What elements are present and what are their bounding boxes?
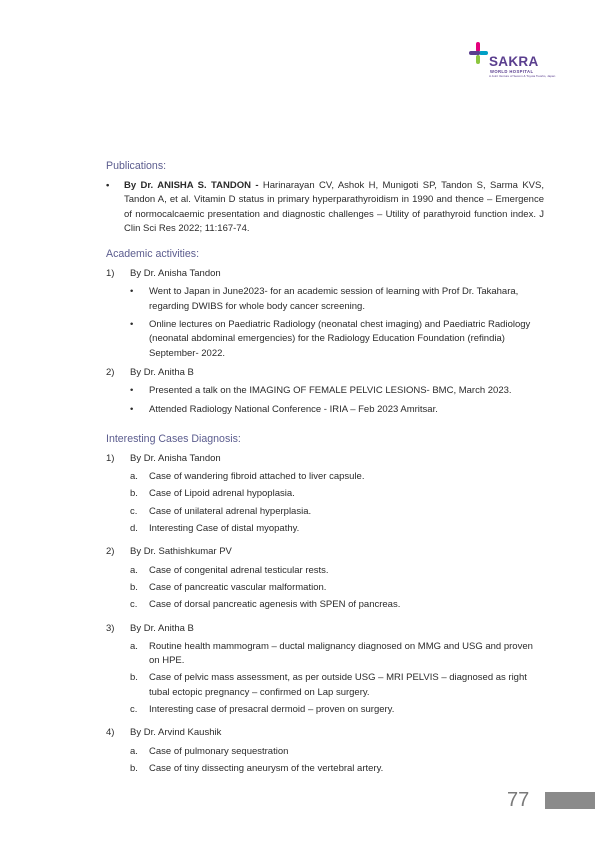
item-number: 2) [106, 366, 115, 378]
item-body [130, 267, 544, 365]
sub-item-letter: a. [130, 564, 138, 576]
cases-list [106, 452, 544, 779]
numbered-item [106, 545, 544, 615]
sub-item-text: Case of unilateral adrenal hyperplasia. [149, 505, 312, 517]
publication-citation: Harinarayan CV, Ashok H, Munigoti SP, Tandon S, Sarma KVS, Tandon A, et al. Vitamin D status in primary hyperparathyroidism in 1990 and thence – Emergence of normocalcaemic presentation and diagnostic challenges – Utility of parathyroid function index. J Clin Sci Res 2022; 11:167-74. [124, 180, 544, 234]
sub-item [130, 598, 544, 612]
sub-item-letter: b. [130, 581, 138, 593]
page-content [106, 160, 544, 785]
sub-item-text: Case of pancreatic vascular malformation. [149, 581, 327, 593]
item-number: 4) [106, 727, 115, 739]
item-title: By Dr. Anitha B [130, 366, 194, 378]
item-body [130, 452, 544, 539]
page-number-bar [545, 792, 595, 809]
sub-item-letter: b. [130, 672, 138, 684]
cases-heading: Interesting Cases Diagnosis: [106, 432, 241, 445]
sub-item-letter: c. [130, 704, 138, 716]
cross-logo-icon [468, 40, 490, 72]
sub-item-text: Case of Lipoid adrenal hypoplasia. [149, 488, 295, 500]
item-number: 2) [106, 546, 115, 558]
bullet-icon: • [106, 180, 110, 191]
publications-section [106, 160, 544, 236]
item-body [130, 366, 544, 421]
bullet-icon: • [130, 403, 134, 415]
numbered-item [106, 726, 544, 779]
item-title: By Dr. Arvind Kaushik [130, 727, 222, 739]
item-body [130, 622, 544, 721]
numbered-item [106, 622, 544, 721]
sub-item-text: Online lectures on Paediatric Radiology (neonatal chest imaging) and Paediatric Radiology (neonatal abdominal emergencies) for the Radiology Education Foundation (refindia) September- 2022. [149, 319, 531, 359]
sub-item-text: Attended Radiology National Conference - IRIA – Feb 2023 Amritsar. [149, 403, 438, 415]
sub-item-text: Case of pulmonary sequestration [149, 745, 289, 757]
publications-heading: Publications: [106, 160, 167, 172]
sub-item-letter: a. [130, 745, 138, 757]
brand-subtitle: WORLD HOSPITAL [490, 69, 534, 74]
brand-name: SAKRA [489, 54, 539, 69]
item-number: 1) [106, 268, 115, 280]
academic-section [106, 248, 544, 421]
item-body [130, 726, 544, 779]
sub-item [130, 470, 544, 484]
item-title: By Dr. Anisha Tandon [130, 452, 221, 464]
sub-item-text: Case of tiny dissecting aneurysm of the vertebral artery. [149, 762, 384, 774]
item-number: 3) [106, 622, 115, 634]
sub-item [130, 762, 544, 776]
publication-text [124, 179, 544, 236]
sub-item [130, 285, 544, 314]
sub-item [130, 505, 544, 519]
sub-item-letter: a. [130, 471, 138, 483]
sub-item [130, 487, 544, 501]
bullet-icon: • [130, 286, 134, 298]
item-number: 1) [106, 452, 115, 464]
publication-author: By Dr. ANISHA S. TANDON - [124, 180, 259, 191]
sub-item [130, 703, 544, 717]
sub-item-text: Case of dorsal pancreatic agenesis with SPEN of pancreas. [149, 599, 401, 611]
sub-item-letter: b. [130, 762, 138, 774]
sub-item-text: Interesting case of presacral dermoid – proven on surgery. [149, 704, 395, 716]
bullet-icon: • [130, 385, 134, 397]
page-number: 77 [507, 789, 530, 811]
item-title: By Dr. Anitha B [130, 622, 194, 634]
item-title: By Dr. Anisha Tandon [130, 268, 221, 280]
sub-item-text: Routine health mammogram – ductal malignancy diagnosed on MMG and USG and proven on HPE. [149, 640, 533, 667]
sub-item-letter: c. [130, 505, 138, 517]
publication-entry [106, 179, 544, 236]
numbered-item [106, 452, 544, 539]
sub-item-letter: d. [130, 523, 138, 535]
item-body [130, 545, 544, 615]
sub-item [130, 640, 544, 669]
sub-item [130, 745, 544, 759]
sub-item-letter: b. [130, 488, 138, 500]
sub-item [130, 564, 544, 578]
sub-item [130, 403, 544, 417]
sub-item-letter: c. [130, 599, 138, 611]
sub-item-text: Case of wandering fibroid attached to liver capsule. [149, 471, 365, 483]
sub-item [130, 581, 544, 595]
sub-item [130, 522, 544, 536]
sub-item-text: Presented a talk on the IMAGING OF FEMALE PELVIC LESIONS- BMC, March 2023. [149, 385, 512, 397]
academic-heading: Academic activities: [106, 248, 200, 261]
sub-item [130, 318, 544, 361]
sub-item-text: Went to Japan in June2023- for an academic session of learning with Prof Dr. Takahara, regarding DWIBS for whole body cancer screening. [149, 286, 519, 312]
hospital-logo [468, 40, 556, 80]
sub-item [130, 671, 544, 700]
cases-section [106, 433, 544, 779]
brand-tagline: A Joint Venture of Secom & Toyota Tsusho, Japan [489, 74, 556, 78]
sub-item-letter: a. [130, 640, 138, 652]
sub-item [130, 384, 544, 398]
sub-item-text: Case of pelvic mass assessment, as per outside USG – MRI PELVIS – diagnosed as right tubal ectopic pregnancy – confirmed on Lap surgery. [149, 672, 527, 698]
academic-list [106, 267, 544, 421]
sub-item-text: Case of congenital adrenal testicular rests. [149, 564, 329, 576]
item-title: By Dr. Sathishkumar PV [130, 546, 232, 558]
sub-item-text: Interesting Case of distal myopathy. [149, 523, 300, 535]
bullet-icon: • [130, 319, 134, 331]
numbered-item [106, 366, 544, 421]
numbered-item [106, 267, 544, 365]
